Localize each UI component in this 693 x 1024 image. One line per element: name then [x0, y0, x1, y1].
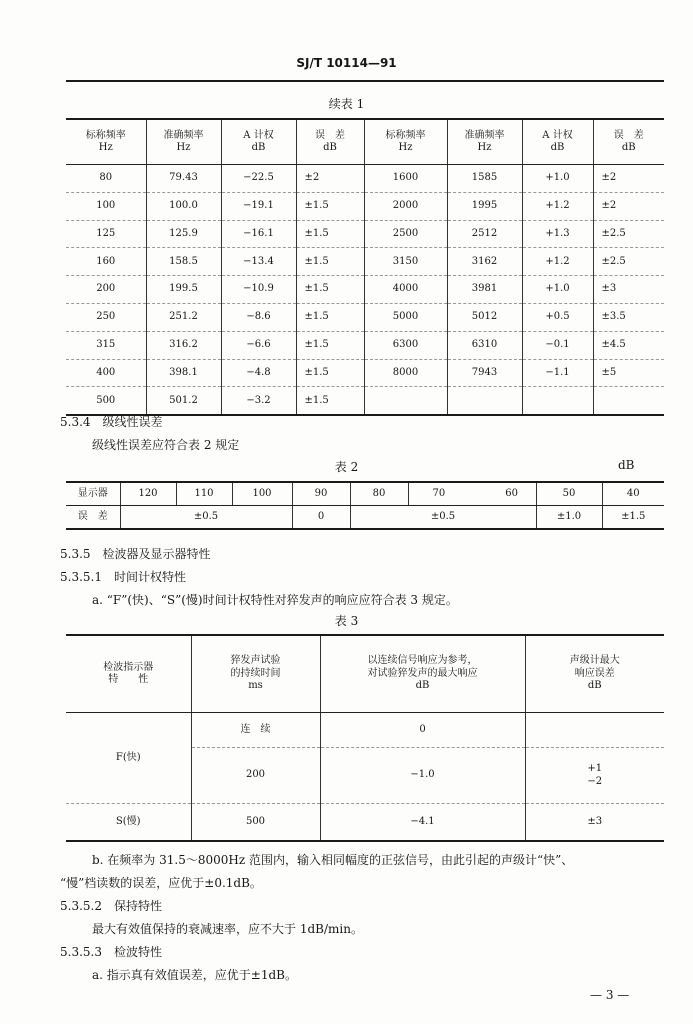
table1-cell: 1995	[447, 192, 522, 220]
table2-value: 50	[536, 482, 602, 506]
table1-cell: 316.2	[146, 331, 221, 359]
table1-cell: ±2	[296, 165, 364, 193]
section-5-3-5-1-title: 5.3.5.1 时间计权特性	[60, 570, 186, 584]
table1-cell: 200	[66, 276, 146, 304]
table3-duration: 500	[191, 804, 320, 842]
table2-error: ±0.5	[120, 506, 292, 530]
table1-cell: −10.9	[221, 276, 296, 304]
table1-cell: 80	[66, 165, 146, 193]
table1-cell: −8.6	[221, 303, 296, 331]
table3-header-error: 声级计最大 响应误差 dB	[525, 635, 664, 713]
table2-value: 80	[350, 482, 408, 506]
table3-error	[525, 713, 664, 748]
section-5-3-5-2-text: 最大有效值保持的衰减速率，应不大于 1dB/min。	[92, 922, 363, 936]
table1-row	[66, 165, 664, 193]
table1-cell: ±1.5	[296, 192, 364, 220]
table1-cell: 1585	[447, 165, 522, 193]
table1-cell: 3162	[447, 248, 522, 276]
table1-cell: 125.9	[146, 220, 221, 248]
table2-error: ±0.5	[350, 506, 536, 530]
table1-cell: 2000	[364, 192, 447, 220]
table2-value: 90	[292, 482, 350, 506]
table1-cell: 4000	[364, 276, 447, 304]
table1-cell	[522, 387, 593, 415]
section-5-3-4-title: 5.3.4 级线性误差	[60, 415, 163, 429]
table2-value: 100	[232, 482, 292, 506]
table1-cell: −4.8	[221, 359, 296, 387]
table3-response: 0	[320, 713, 525, 748]
table3-label-fast: F(快)	[66, 713, 191, 804]
table1-cell: −13.4	[221, 248, 296, 276]
table2-error: 0	[292, 506, 350, 530]
table1-cell: ±4.5	[593, 331, 664, 359]
table2-value: 40	[602, 482, 664, 506]
table2-row-label-display: 显示器	[66, 482, 120, 506]
table1-cell: 500	[66, 387, 146, 415]
table1-cell	[593, 387, 664, 415]
table2-error: ±1.0	[536, 506, 602, 530]
table1-cell: ±1.5	[296, 276, 364, 304]
table3-error: ±3	[525, 804, 664, 842]
table3-response: −4.1	[320, 804, 525, 842]
table1-cell: ±3	[593, 276, 664, 304]
table1-cell: −3.2	[221, 387, 296, 415]
section-5-3-5-1-text: a. “F”(快)、“S”(慢)时间计权特性对猝发声的响应应符合表 3 规定。	[92, 593, 458, 607]
header-rule	[66, 80, 664, 82]
table1-row	[66, 359, 664, 387]
table1-cell: −16.1	[221, 220, 296, 248]
page-number: — 3 —	[590, 988, 630, 1002]
table2	[66, 481, 664, 530]
table1-cell: 1600	[364, 165, 447, 193]
table2-error: ±1.5	[602, 506, 664, 530]
table3-response: −1.0	[320, 748, 525, 804]
table1-cell: ±2.5	[593, 220, 664, 248]
table1-cell: 250	[66, 303, 146, 331]
table2-row-label-error: 误 差	[66, 506, 120, 530]
table1-cell: 158.5	[146, 248, 221, 276]
table1-cell: ±3.5	[593, 303, 664, 331]
table1-cell: −22.5	[221, 165, 296, 193]
table1-caption: 续表 1	[328, 97, 365, 111]
paragraph-b-line2: “慢”档读数的误差，应优于±0.1dB。	[60, 876, 262, 890]
table1-cell: 160	[66, 248, 146, 276]
table1-header-cell: 准确频率 Hz	[146, 119, 221, 165]
table1-cell: 315	[66, 331, 146, 359]
table1-cell: +1.0	[522, 165, 593, 193]
table1-row	[66, 276, 664, 304]
table1-cell: +1.0	[522, 276, 593, 304]
table1-cell	[447, 387, 522, 415]
table1	[66, 118, 664, 416]
table1-cell: 2500	[364, 220, 447, 248]
table1-cell: +1.2	[522, 248, 593, 276]
table1-cell: 79.43	[146, 165, 221, 193]
table2-value: 110	[176, 482, 232, 506]
table2-value: 120	[120, 482, 176, 506]
document-header: SJ/T 10114—91	[296, 56, 397, 70]
section-5-3-5-2-title: 5.3.5.2 保持特性	[60, 899, 162, 913]
table1-cell: +0.5	[522, 303, 593, 331]
table1-cell: ±1.5	[296, 359, 364, 387]
table1-cell: +1.2	[522, 192, 593, 220]
table1-header-cell: 准确频率 Hz	[447, 119, 522, 165]
table2-value: 70 60	[408, 482, 536, 506]
table1-row	[66, 248, 664, 276]
table1-cell: 501.2	[146, 387, 221, 415]
table1-cell: 398.1	[146, 359, 221, 387]
table1-row	[66, 192, 664, 220]
table1-cell: +1.3	[522, 220, 593, 248]
table1-cell: 5000	[364, 303, 447, 331]
table1-row	[66, 331, 664, 359]
table1-cell: −1.1	[522, 359, 593, 387]
table1-cell: ±2	[593, 192, 664, 220]
table1-cell: −6.6	[221, 331, 296, 359]
table3-header-duration: 猝发声试验 的持续时间 ms	[191, 635, 320, 713]
table1-cell: 100	[66, 192, 146, 220]
table1-cell: ±1.5	[296, 303, 364, 331]
table1-cell: 6310	[447, 331, 522, 359]
table3	[66, 634, 664, 842]
section-5-3-4-text: 级线性误差应符合表 2 规定	[92, 438, 240, 452]
table1-cell: 3150	[364, 248, 447, 276]
table2-caption: 表 2	[334, 460, 359, 474]
table1-cell: 400	[66, 359, 146, 387]
table1-cell: 2512	[447, 220, 522, 248]
table1-cell: ±1.5	[296, 387, 364, 415]
table1-header-cell: 误 差 dB	[593, 119, 664, 165]
table1-header-cell: 标称频率 Hz	[364, 119, 447, 165]
table1-cell: 3981	[447, 276, 522, 304]
table1-cell: 5012	[447, 303, 522, 331]
table1-cell: 125	[66, 220, 146, 248]
table1-cell: 100.0	[146, 192, 221, 220]
table1-cell: ±5	[593, 359, 664, 387]
table1-header-cell: 标称频率 Hz	[66, 119, 146, 165]
table1-cell: 7943	[447, 359, 522, 387]
table1-cell: 6300	[364, 331, 447, 359]
table3-caption: 表 3	[334, 614, 359, 628]
table1-cell: −0.1	[522, 331, 593, 359]
table1-header-cell: A 计权 dB	[522, 119, 593, 165]
table1-cell: ±1.5	[296, 220, 364, 248]
table1-header-cell: 误 差 dB	[296, 119, 364, 165]
table3-duration: 200	[191, 748, 320, 804]
table1-cell: 8000	[364, 359, 447, 387]
section-5-3-5-3-text: a. 指示真有效值误差，应优于±1dB。	[92, 968, 297, 982]
section-5-3-5-title: 5.3.5 检波器及显示器特性	[60, 547, 211, 561]
table1-cell: ±1.5	[296, 248, 364, 276]
paragraph-b-line1: b. 在频率为 31.5～8000Hz 范围内，输入相同幅度的正弦信号，由此引起的声级计“快”、	[92, 853, 574, 867]
table3-error: +1 −2	[525, 748, 664, 804]
table1-cell: 251.2	[146, 303, 221, 331]
section-5-3-5-3-title: 5.3.5.3 检波特性	[60, 945, 162, 959]
table1-cell: 199.5	[146, 276, 221, 304]
table1-cell: ±2	[593, 165, 664, 193]
table1-cell: ±1.5	[296, 331, 364, 359]
table1-row	[66, 387, 664, 415]
table2-unit: dB	[618, 458, 635, 472]
table1-cell: −19.1	[221, 192, 296, 220]
table3-duration: 连 续	[191, 713, 320, 748]
table1-cell	[364, 387, 447, 415]
table1-header-cell: A 计权 dB	[221, 119, 296, 165]
table3-label-slow: S(慢)	[66, 804, 191, 842]
table1-row	[66, 303, 664, 331]
table1-row	[66, 220, 664, 248]
table3-header-indicator: 检波指示器 特 性	[66, 635, 191, 713]
table1-cell: ±2.5	[593, 248, 664, 276]
table3-header-response: 以连续信号响应为参考， 对试验猝发声的最大响应 dB	[320, 635, 525, 713]
